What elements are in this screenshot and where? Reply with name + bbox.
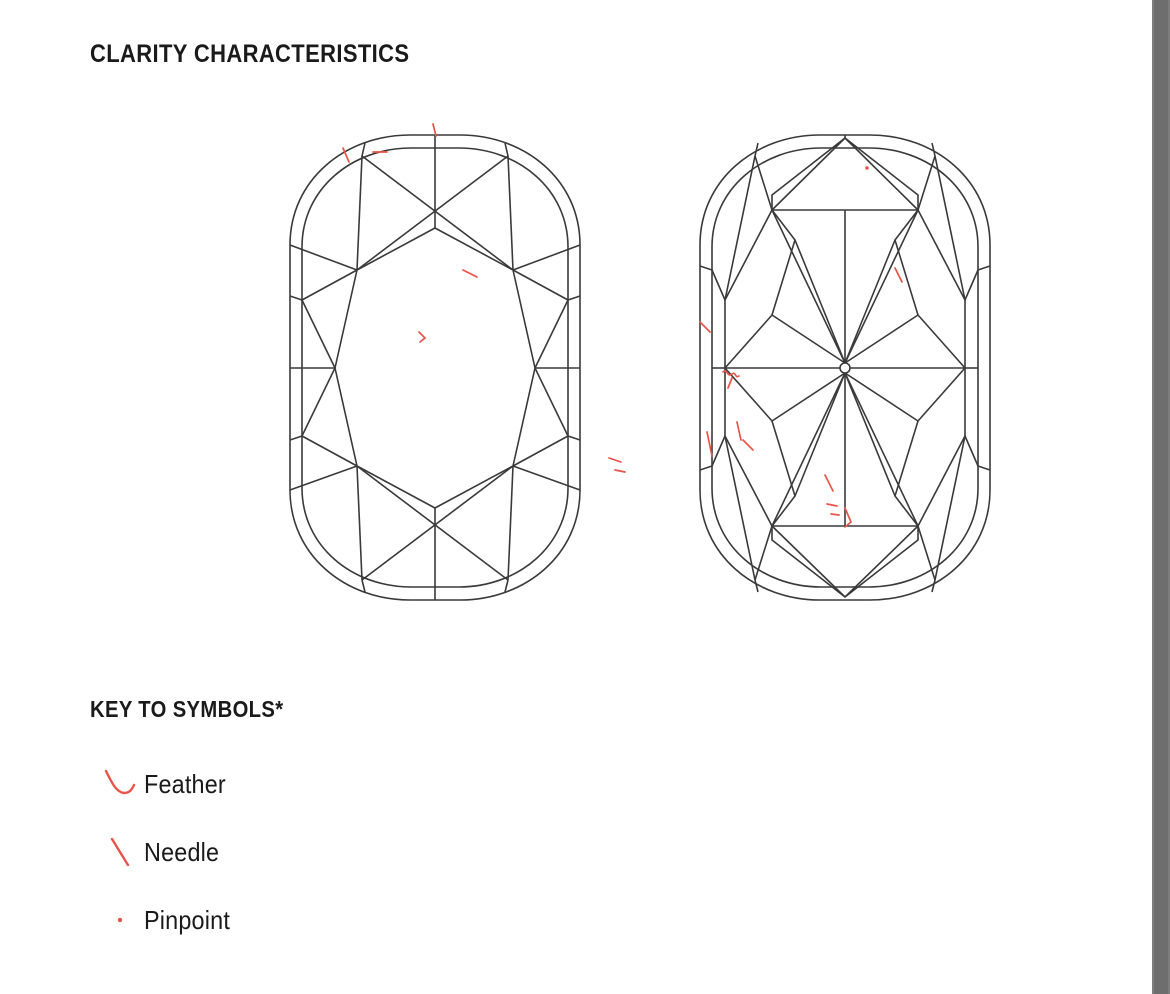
pinpoint-icon — [96, 898, 144, 942]
needle-icon — [96, 830, 144, 874]
pavilion-inclusions — [700, 166, 902, 527]
list-item — [96, 886, 516, 954]
crown-inclusions — [343, 124, 625, 472]
key-symbols-list — [96, 750, 516, 954]
key-label-feather: Feather — [144, 768, 226, 799]
list-item — [96, 818, 516, 886]
feather-icon — [96, 762, 144, 806]
scrollbar-thumb[interactable] — [1154, 0, 1168, 994]
pavilion-view-diagram — [700, 135, 990, 600]
plotting-diagrams — [195, 110, 1115, 640]
crown-view-diagram — [290, 135, 580, 600]
page-title: CLARITY CHARACTERISTICS — [90, 40, 410, 68]
list-item — [96, 750, 516, 818]
key-label-needle: Needle — [144, 836, 220, 867]
diagram-svg — [195, 110, 1115, 640]
key-label-pinpoint: Pinpoint — [144, 904, 231, 935]
scrollbar-track[interactable] — [1152, 0, 1170, 994]
key-to-symbols-title: KEY TO SYMBOLS* — [90, 696, 284, 722]
